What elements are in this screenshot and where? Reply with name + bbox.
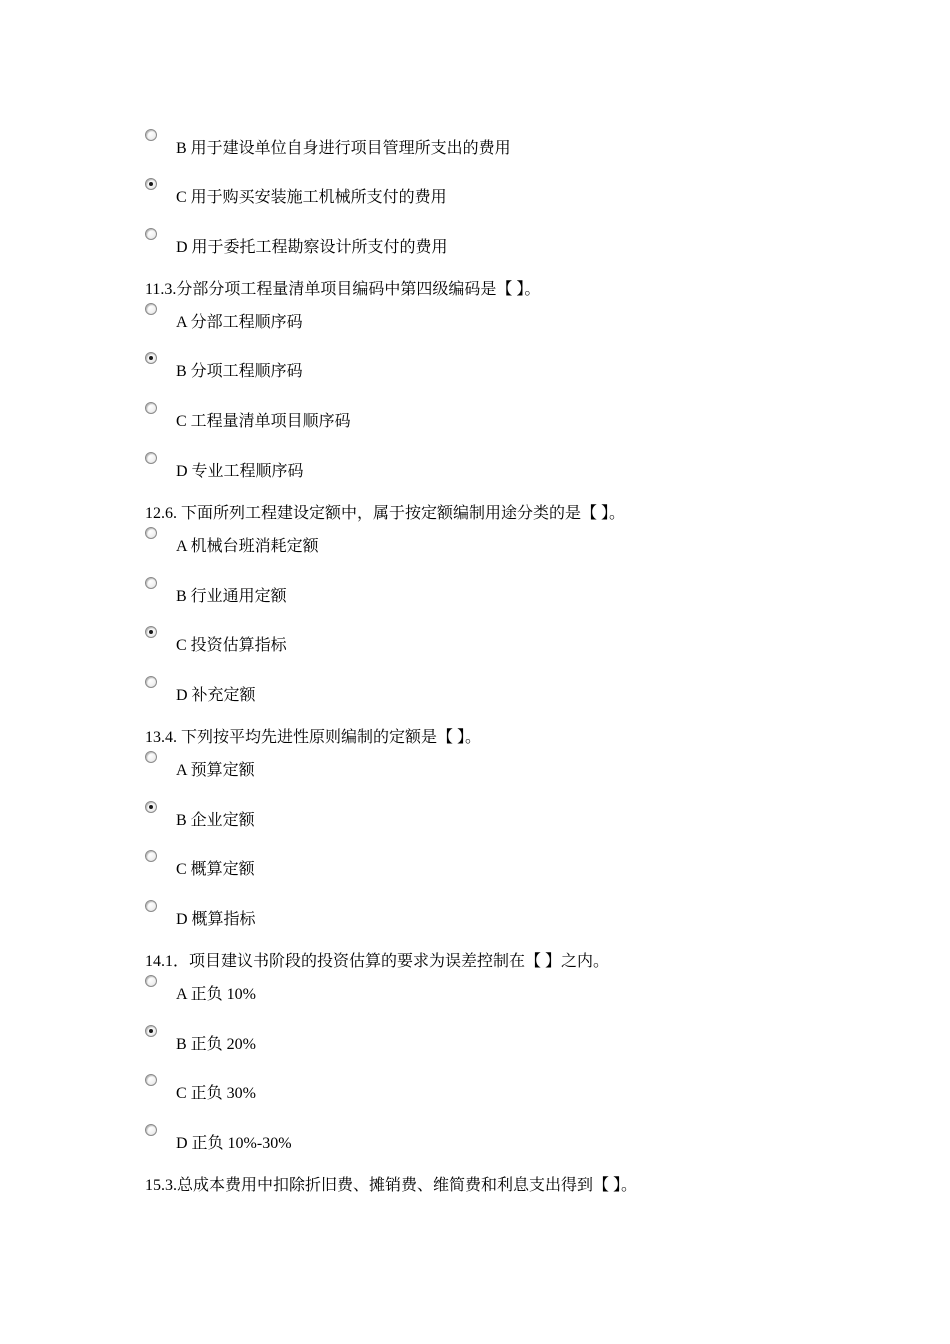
question-15: 15.3.总成本费用中扣除折旧费、摊销费、维简费和利息支出得到【 】。 — [145, 1177, 638, 1194]
radio-button[interactable] — [145, 402, 157, 414]
radio-button[interactable] — [145, 1074, 157, 1086]
radio-button[interactable] — [145, 751, 157, 763]
radio-button[interactable] — [145, 303, 157, 315]
radio-button[interactable] — [145, 452, 157, 464]
option-label: C 正负 30% — [176, 1085, 257, 1102]
radio-button-selected[interactable] — [145, 352, 157, 364]
radio-button[interactable] — [145, 527, 157, 539]
option-label: C 投资估算指标 — [176, 637, 287, 654]
option-label: B 正负 20% — [176, 1036, 257, 1053]
radio-button[interactable] — [145, 676, 157, 688]
question-12: 12.6. 下面所列工程建设定额中，属于按定额编制用途分类的是【 】。 — [145, 505, 626, 522]
option-label: B 企业定额 — [176, 812, 255, 829]
radio-button[interactable] — [145, 900, 157, 912]
radio-button-selected[interactable] — [145, 801, 157, 813]
radio-button[interactable] — [145, 850, 157, 862]
option-label: A 预算定额 — [176, 762, 255, 779]
radio-button-selected[interactable] — [145, 1025, 157, 1037]
option-label: B 用于建设单位自身进行项目管理所支出的费用 — [176, 140, 511, 157]
option-label: D 补充定额 — [176, 687, 256, 704]
option-label: D 专业工程顺序码 — [176, 463, 304, 480]
option-label: D 概算指标 — [176, 911, 256, 928]
option-label: A 机械台班消耗定额 — [176, 538, 319, 555]
option-label: D 用于委托工程勘察设计所支付的费用 — [176, 239, 448, 256]
question-11: 11.3.分部分项工程量清单项目编码中第四级编码是【 】。 — [145, 281, 541, 298]
radio-button[interactable] — [145, 228, 157, 240]
option-label: B 行业通用定额 — [176, 588, 287, 605]
option-label: C 概算定额 — [176, 861, 255, 878]
radio-button[interactable] — [145, 129, 157, 141]
option-label: C 用于购买安装施工机械所支付的费用 — [176, 189, 447, 206]
radio-button[interactable] — [145, 975, 157, 987]
option-label: C 工程量清单项目顺序码 — [176, 413, 351, 430]
radio-button-selected[interactable] — [145, 178, 157, 190]
question-14: 14.1．项目建议书阶段的投资估算的要求为误差控制在【 】之内。 — [145, 953, 610, 970]
radio-button[interactable] — [145, 577, 157, 589]
radio-button[interactable] — [145, 1124, 157, 1136]
option-label: B 分项工程顺序码 — [176, 363, 303, 380]
question-13: 13.4. 下列按平均先进性原则编制的定额是【 】。 — [145, 729, 482, 746]
option-label: A 正负 10% — [176, 986, 257, 1003]
option-label: A 分部工程顺序码 — [176, 314, 303, 331]
radio-button-selected[interactable] — [145, 626, 157, 638]
option-label: D 正负 10%-30% — [176, 1135, 292, 1152]
